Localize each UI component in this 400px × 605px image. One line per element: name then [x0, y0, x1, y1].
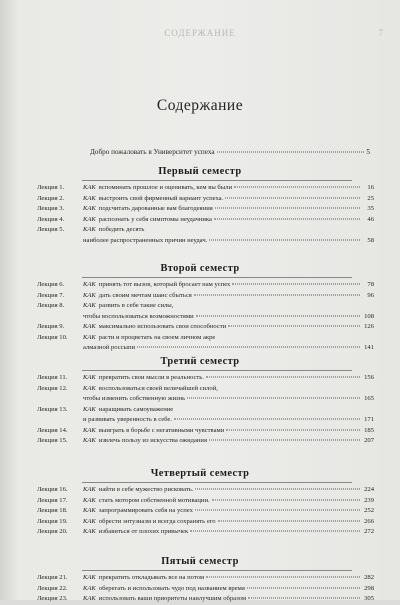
- semester-rule: [82, 570, 352, 571]
- dot-leader: [228, 326, 360, 327]
- dot-leader: [226, 429, 360, 430]
- lecture-label: Лекция 1.: [37, 184, 65, 191]
- lecture-label: Лекция 14.: [37, 426, 68, 434]
- lecture-kak: КАК: [83, 384, 96, 392]
- lecture-label: Лекция 2.: [37, 194, 65, 202]
- lecture-page-number: 207: [364, 437, 374, 444]
- toc-title: Содержание: [156, 97, 244, 114]
- dot-leader: [137, 347, 360, 348]
- dot-leader: [212, 499, 360, 500]
- lecture-kak: КАК: [83, 486, 96, 493]
- dot-leader: [248, 598, 360, 599]
- lecture-title: расти и процветать на своем личном акре: [98, 333, 216, 341]
- lecture-title: принять тот вызов, который бросает нам успех: [98, 281, 231, 288]
- lecture-page-number: 252: [364, 507, 374, 514]
- lecture-label: Лекция 7.: [37, 291, 65, 299]
- lecture-kak: КАК: [83, 184, 96, 191]
- lecture-label: Лекция 4.: [37, 215, 65, 223]
- dot-leader: [195, 510, 360, 511]
- dot-leader: [218, 520, 360, 521]
- lecture-title: наиболее распространенных причин неудач.: [83, 236, 208, 244]
- lecture-label: Лекция 13.: [37, 405, 68, 413]
- semester-title: Четвертый семестр: [150, 468, 250, 479]
- lecture-title: развить в себе такие силы,: [98, 302, 174, 309]
- running-header-text: СОДЕРЖАНИЕ: [164, 28, 236, 38]
- running-header-page-number: 7: [378, 28, 384, 38]
- lecture-page-number: 156: [364, 374, 374, 381]
- lecture-kak: КАК: [83, 584, 96, 592]
- lecture-title: алмазной россыпи: [83, 344, 136, 351]
- lecture-kak: КАК: [83, 333, 96, 341]
- lecture-kak: КАК: [83, 574, 96, 581]
- lecture-page-number: 96: [367, 291, 374, 299]
- lecture-page-number: 16: [367, 184, 374, 191]
- lecture-kak: КАК: [83, 194, 96, 202]
- lecture-label: Лекция 19.: [37, 517, 68, 525]
- semester-title: Третий семестр: [160, 356, 240, 367]
- semester-rule: [82, 482, 352, 483]
- lecture-label: Лекция 12.: [37, 384, 68, 392]
- lecture-label: Лекция 16.: [37, 486, 68, 493]
- lecture-label: Лекция 17.: [37, 496, 68, 504]
- lecture-title: чтобы изменить собственную жизнь: [83, 395, 186, 402]
- lecture-page-number: 126: [364, 323, 374, 330]
- lecture-title: найти в себе мужество рисковать.: [98, 486, 194, 493]
- lecture-kak: КАК: [83, 405, 96, 413]
- lecture-page-number: 58: [367, 236, 374, 244]
- dot-leader: [234, 187, 360, 188]
- dot-leader: [195, 489, 360, 490]
- lecture-page-number: 165: [364, 395, 374, 402]
- dot-leader: [174, 419, 360, 420]
- toc-welcome-entry: [90, 148, 370, 156]
- lecture-title: избавиться от плохих привычек: [98, 528, 189, 535]
- lecture-title: чтобы воспользоваться возможностями: [83, 312, 194, 320]
- lecture-page-number: 239: [364, 496, 374, 504]
- lecture-kak: КАК: [83, 528, 96, 535]
- lecture-kak: КАК: [83, 437, 96, 444]
- lecture-title: победить десять: [98, 226, 145, 233]
- dot-leader: [196, 315, 360, 316]
- lecture-title: прекратить откладывать все на потом: [98, 574, 205, 581]
- lecture-title: дать своим мечтам шанс сбыться: [98, 291, 192, 299]
- lecture-page-number: 108: [364, 312, 374, 320]
- lecture-title: воспользоваться своей величайшей силой,: [98, 384, 218, 392]
- lecture-title: выстроить свой фирменный вариант успеха.: [98, 194, 224, 202]
- lecture-page-number: 46: [367, 215, 374, 223]
- lecture-page-number: 298: [364, 584, 374, 592]
- lecture-page-number: 141: [364, 344, 374, 351]
- lecture-label: Лекция 8.: [37, 302, 65, 309]
- dot-leader: [206, 577, 360, 578]
- semester-title: Первый семестр: [158, 166, 242, 177]
- lecture-page-number: 78: [367, 281, 374, 288]
- lecture-kak: КАК: [83, 205, 96, 212]
- lecture-kak: КАК: [83, 517, 96, 525]
- dot-leader: [206, 377, 360, 378]
- lecture-title: подсчитать дарованные вам благодеяния: [98, 205, 213, 212]
- dot-leader: [187, 398, 360, 399]
- dot-leader: [225, 197, 360, 198]
- dot-leader: [194, 294, 360, 295]
- lecture-label: Лекция 21.: [37, 574, 68, 581]
- lecture-label: Лекция 5.: [37, 226, 65, 233]
- dot-leader: [247, 587, 360, 588]
- lecture-kak: КАК: [83, 507, 96, 514]
- lecture-title: превратить свои мысли в реальность.: [98, 374, 204, 381]
- lecture-kak: КАК: [83, 426, 96, 434]
- semester-title: Пятый семестр: [161, 556, 239, 567]
- lecture-page-number: 305: [364, 595, 374, 602]
- semester-rule: [82, 370, 352, 371]
- dot-leader: [215, 208, 360, 209]
- lecture-title: извлечь пользу из искусства ожидания: [98, 437, 207, 444]
- lecture-kak: КАК: [83, 323, 96, 330]
- welcome-text: Добро пожаловать в Университет успеха: [90, 148, 215, 156]
- lecture-title: выиграть в борьбе с негативными чувствами: [98, 426, 225, 434]
- dot-leader: [209, 239, 360, 240]
- dot-leader: [232, 284, 360, 285]
- lecture-page-number: 35: [367, 205, 374, 212]
- running-header: [0, 28, 400, 38]
- semester-rule: [82, 277, 352, 278]
- lecture-kak: КАК: [83, 226, 96, 233]
- lecture-page-number: 185: [364, 426, 374, 434]
- lecture-kak: КАК: [83, 281, 96, 288]
- lecture-page-number: 282: [364, 574, 374, 581]
- dot-leader: [214, 218, 360, 219]
- dot-leader: [190, 531, 360, 532]
- lecture-label: Лекция 18.: [37, 507, 68, 514]
- lecture-label: Лекция 11.: [37, 374, 68, 381]
- lecture-label: Лекция 23.: [37, 595, 68, 602]
- lecture-label: Лекция 10.: [37, 333, 68, 341]
- lecture-title: вспоминать прошлое и оценивать, кем вы были: [98, 184, 233, 191]
- lecture-kak: КАК: [83, 496, 96, 504]
- lecture-title: стать мотором собственной мотивации.: [98, 496, 210, 504]
- lecture-title: запрограммировать себя на успех: [98, 507, 193, 514]
- lecture-kak: КАК: [83, 215, 96, 223]
- lecture-page-number: 171: [364, 416, 374, 423]
- dot-leader: [209, 440, 360, 441]
- lecture-label: Лекция 22.: [37, 584, 68, 592]
- lecture-page-number: 25: [367, 194, 374, 202]
- lecture-title: оберегать и использовать чудо под названием время: [98, 584, 245, 592]
- lecture-label: Лекция 9.: [37, 323, 65, 330]
- lecture-label: Лекция 6.: [37, 281, 65, 288]
- lecture-title: использовать ваши приоритеты наилучшим образом: [98, 595, 247, 602]
- lecture-title: распознать у себя симптомы неудачника: [98, 215, 212, 223]
- lecture-label: Лекция 20.: [37, 528, 68, 535]
- lecture-title: обрести энтузиазм и всегда сохранять его: [98, 517, 216, 525]
- semester-rule: [82, 180, 352, 181]
- lecture-kak: КАК: [83, 302, 96, 309]
- lecture-page-number: 224: [364, 486, 374, 493]
- lecture-page-number: 272: [364, 528, 374, 535]
- dot-leader: [217, 152, 365, 153]
- lecture-title: наращивать самоуважение: [98, 405, 174, 413]
- lecture-label: Лекция 15.: [37, 437, 68, 444]
- lecture-title: и развивать уверенность в себе.: [83, 416, 173, 423]
- lecture-page-number: 266: [364, 517, 374, 525]
- lecture-kak: КАК: [83, 374, 96, 381]
- lecture-title: максимально использовать свои способности: [98, 323, 227, 330]
- lecture-kak: КАК: [83, 291, 96, 299]
- welcome-page-number: 5: [366, 148, 370, 156]
- lecture-kak: КАК: [83, 595, 96, 602]
- lecture-label: Лекция 3.: [37, 205, 65, 212]
- semester-title: Второй семестр: [160, 263, 240, 274]
